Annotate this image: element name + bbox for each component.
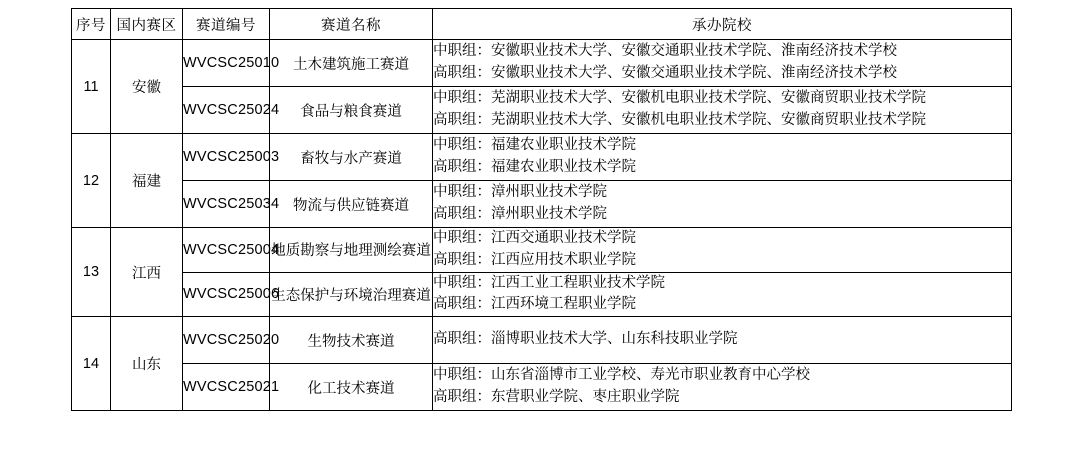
host-line: 高职组：芜湖职业技术大学、安徽机电职业技术学院、安徽商贸职业技术学院 bbox=[433, 112, 926, 128]
cell-host-institutions bbox=[433, 40, 1012, 87]
column-header-code: 赛道编号 bbox=[183, 9, 270, 40]
cell-host-institutions bbox=[433, 134, 1012, 181]
cell-track-name: 地质勘察与地理测绘赛道 bbox=[270, 228, 433, 273]
host-line: 高职组：福建农业职业技术学院 bbox=[433, 159, 636, 175]
cell-track-code: WVCSC25004 bbox=[183, 228, 270, 273]
host-line: 中职组：山东省淄博市工业学校、寿光市职业教育中心学校 bbox=[433, 367, 810, 384]
host-line: 高职组：淄博职业技术大学、山东科技职业学院 bbox=[433, 331, 738, 348]
cell-track-code: WVCSC25006 bbox=[183, 272, 270, 317]
cell-track-name: 化工技术赛道 bbox=[270, 364, 433, 411]
column-header-region: 国内赛区 bbox=[111, 9, 183, 40]
cell-track-name: 畜牧与水产赛道 bbox=[270, 134, 433, 181]
host-line: 中职组：福建农业职业技术学院 bbox=[433, 137, 636, 154]
cell-track-code: WVCSC25003 bbox=[183, 134, 270, 181]
cell-track-name: 生物技术赛道 bbox=[270, 317, 433, 364]
table-row bbox=[72, 317, 1012, 364]
table-header bbox=[72, 9, 1012, 40]
cell-track-name: 土木建筑施工赛道 bbox=[270, 40, 433, 87]
cell-track-code: WVCSC25034 bbox=[183, 181, 270, 228]
table-row bbox=[72, 228, 1012, 273]
cell-track-code: WVCSC25010 bbox=[183, 40, 270, 87]
host-line: 中职组：安徽职业技术大学、安徽交通职业技术学院、淮南经济技术学校 bbox=[433, 43, 897, 60]
table-body bbox=[72, 40, 1012, 411]
table-row bbox=[72, 364, 1012, 411]
host-line: 中职组：江西工业工程职业技术学院 bbox=[433, 274, 665, 291]
table-row bbox=[72, 134, 1012, 181]
cell-host-institutions bbox=[433, 272, 1012, 317]
host-line: 高职组：东营职业学院、枣庄职业学院 bbox=[433, 389, 680, 405]
cell-region: 山东 bbox=[111, 317, 183, 411]
cell-track-name: 食品与粮食赛道 bbox=[270, 87, 433, 134]
host-line: 高职组：江西应用技术职业学院 bbox=[433, 251, 636, 268]
cell-region: 安徽 bbox=[111, 40, 183, 134]
cell-host-institutions bbox=[433, 317, 1012, 364]
cell-host-institutions bbox=[433, 364, 1012, 411]
host-line: 中职组：芜湖职业技术大学、安徽机电职业技术学院、安徽商贸职业技术学院 bbox=[433, 90, 926, 107]
cell-track-code: WVCSC25020 bbox=[183, 317, 270, 364]
column-header-seq: 序号 bbox=[72, 9, 111, 40]
cell-host-institutions bbox=[433, 228, 1012, 273]
column-header-name: 赛道名称 bbox=[270, 9, 433, 40]
cell-track-code: WVCSC25024 bbox=[183, 87, 270, 134]
cell-host-institutions bbox=[433, 181, 1012, 228]
host-line: 高职组：漳州职业技术学院 bbox=[433, 206, 607, 222]
table-row bbox=[72, 87, 1012, 134]
competition-track-table bbox=[71, 8, 1012, 411]
cell-track-code: WVCSC25021 bbox=[183, 364, 270, 411]
host-line: 高职组：安徽职业技术大学、安徽交通职业技术学院、淮南经济技术学校 bbox=[433, 65, 897, 81]
host-line: 中职组：江西交通职业技术学院 bbox=[433, 230, 636, 246]
cell-seq: 12 bbox=[72, 134, 111, 228]
host-line: 中职组：漳州职业技术学院 bbox=[433, 184, 607, 201]
table-header-row bbox=[72, 9, 1012, 40]
cell-track-name: 生态保护与环境治理赛道 bbox=[270, 272, 433, 317]
cell-track-name: 物流与供应链赛道 bbox=[270, 181, 433, 228]
cell-region: 福建 bbox=[111, 134, 183, 228]
cell-host-institutions bbox=[433, 87, 1012, 134]
host-line: 高职组：江西环境工程职业学院 bbox=[433, 296, 636, 313]
table-row bbox=[72, 181, 1012, 228]
cell-seq: 14 bbox=[72, 317, 111, 411]
table-row bbox=[72, 272, 1012, 317]
cell-region: 江西 bbox=[111, 228, 183, 317]
cell-seq: 11 bbox=[72, 40, 111, 134]
column-header-host: 承办院校 bbox=[433, 9, 1012, 40]
cell-seq: 13 bbox=[72, 228, 111, 317]
table-row bbox=[72, 40, 1012, 87]
